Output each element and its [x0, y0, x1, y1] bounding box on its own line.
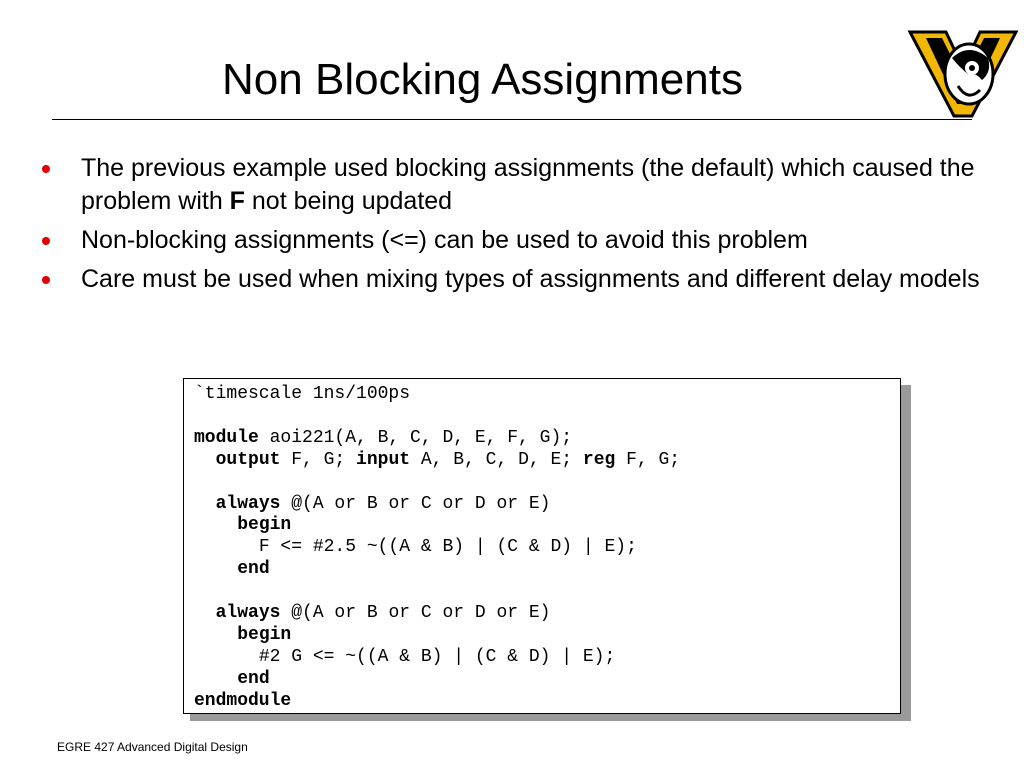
code-keyword: module	[194, 427, 259, 448]
code-keyword: begin	[237, 515, 292, 536]
code-line: `timescale 1ns/100ps	[194, 384, 411, 404]
code-keyword: always	[215, 493, 281, 514]
bullet-dot-icon	[42, 237, 50, 245]
code-keyword: begin	[237, 624, 292, 645]
code-line: F <= #2.5 ~((A & B) | (C & D) | E);	[258, 537, 637, 558]
code-keyword: end	[237, 668, 270, 689]
bullet-item	[40, 224, 1015, 257]
code-text: aoi221(A, B, C, D, E, F, G);	[258, 427, 573, 448]
title-divider	[52, 119, 972, 120]
code-text: A, B, C, D, E;	[410, 449, 583, 470]
code-text: F, G;	[615, 449, 681, 470]
bullet-text: Care must be used when mixing types of assignments and different delay models	[81, 265, 980, 293]
bullet-text: not being updated	[244, 187, 453, 215]
bullet-text: The previous example used blocking assignments (the default) which caused the problem with	[81, 154, 975, 215]
bullet-item	[40, 263, 1015, 296]
code-text: @(A or B or C or D or E)	[280, 493, 551, 514]
code-keyword: output	[215, 449, 281, 470]
bullet-list	[40, 152, 1015, 302]
bullet-bold-text: F	[229, 187, 245, 215]
code-keyword: endmodule	[194, 690, 292, 711]
university-ram-logo-icon	[906, 28, 1020, 120]
code-keyword: always	[215, 603, 281, 624]
bullet-dot-icon	[42, 276, 50, 284]
bullet-dot-icon	[42, 165, 50, 173]
code-line: #2 G <= ~((A & B) | (C & D) | E);	[258, 646, 616, 667]
verilog-code	[194, 384, 900, 713]
code-text: @(A or B or C or D or E)	[280, 603, 551, 624]
slide-title: Non Blocking Assignments	[222, 55, 743, 104]
code-text: F, G;	[280, 449, 357, 470]
slide-footer: EGRE 427 Advanced Digital Design	[57, 740, 248, 754]
code-keyword: input	[356, 449, 411, 470]
code-listing	[183, 378, 901, 714]
bullet-item	[40, 152, 1015, 218]
code-keyword: reg	[582, 449, 616, 470]
bullet-text: Non-blocking assignments (<=) can be used to avoid this problem	[81, 226, 808, 254]
code-keyword: end	[237, 559, 270, 580]
